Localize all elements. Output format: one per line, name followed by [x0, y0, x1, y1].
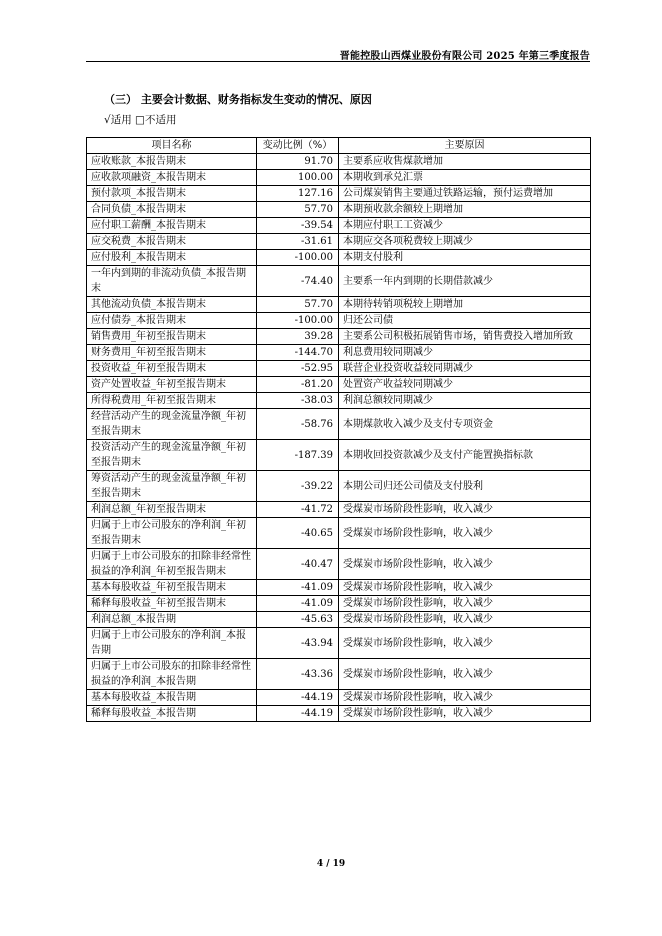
main-reason-cell: 受煤炭市场阶段性影响，收入减少 — [339, 518, 591, 549]
table-row — [87, 154, 591, 170]
item-name-cell: 归属于上市公司股东的净利润_年初至报告期末 — [87, 518, 257, 549]
item-name-cell: 一年内到期的非流动负债_本报告期末 — [87, 266, 257, 297]
main-reason-cell: 本期收回投资款减少及支付产能置换指标款 — [339, 440, 591, 471]
table-row — [87, 706, 591, 722]
change-ratio-cell: -74.40 — [257, 266, 339, 297]
table-row — [87, 409, 591, 440]
change-ratio-cell: 57.70 — [257, 202, 339, 218]
table-row — [87, 596, 591, 612]
change-ratio-cell: 127.16 — [257, 186, 339, 202]
table-row — [87, 518, 591, 549]
main-reason-cell: 受煤炭市场阶段性影响，收入减少 — [339, 690, 591, 706]
main-reason-cell: 主要系公司积极拓展销售市场，销售费投入增加所致 — [339, 329, 591, 345]
report-header: 晋能控股山西煤业股份有限公司 2025 年第三季度报告 — [339, 51, 590, 62]
table-row — [87, 361, 591, 377]
table-row — [87, 170, 591, 186]
item-name-cell: 应收款项融资_本报告期末 — [87, 170, 257, 186]
change-ratio-cell: -100.00 — [257, 313, 339, 329]
table-row — [87, 502, 591, 518]
item-name-cell: 归属于上市公司股东的扣除非经常性损益的净利润_本报告期 — [87, 659, 257, 690]
change-ratio-cell: -40.65 — [257, 518, 339, 549]
item-name-cell: 合同负债_本报告期末 — [87, 202, 257, 218]
item-name-cell: 应付债券_本报告期末 — [87, 313, 257, 329]
main-reason-cell: 处置资产收益较同期减少 — [339, 377, 591, 393]
column-header-item: 项目名称 — [87, 138, 257, 154]
change-ratio-cell: -31.61 — [257, 234, 339, 250]
change-ratio-cell: -43.94 — [257, 628, 339, 659]
main-reason-cell: 本期应交各项税费较上期减少 — [339, 234, 591, 250]
table-row — [87, 471, 591, 502]
item-name-cell: 利润总额_年初至报告期末 — [87, 502, 257, 518]
table-row — [87, 329, 591, 345]
item-name-cell: 其他流动负债_本报告期末 — [87, 297, 257, 313]
table-row — [87, 186, 591, 202]
change-ratio-cell: 91.70 — [257, 154, 339, 170]
main-reason-cell: 受煤炭市场阶段性影响，收入减少 — [339, 580, 591, 596]
table-row — [87, 612, 591, 628]
table-row — [87, 440, 591, 471]
item-name-cell: 财务费用_年初至报告期末 — [87, 345, 257, 361]
table-row — [87, 234, 591, 250]
main-reason-cell: 利润总额较同期减少 — [339, 393, 591, 409]
item-name-cell: 应付职工薪酬_本报告期末 — [87, 218, 257, 234]
main-reason-cell: 受煤炭市场阶段性影响，收入减少 — [339, 659, 591, 690]
main-reason-cell: 本期收到承兑汇票 — [339, 170, 591, 186]
table-row — [87, 580, 591, 596]
table-row — [87, 266, 591, 297]
changes-table — [86, 137, 591, 722]
table-row — [87, 377, 591, 393]
item-name-cell: 归属于上市公司股东的扣除非经常性损益的净利润_年初至报告期末 — [87, 549, 257, 580]
main-reason-cell: 受煤炭市场阶段性影响，收入减少 — [339, 612, 591, 628]
main-reason-cell: 本期支付股利 — [339, 250, 591, 266]
item-name-cell: 所得税费用_年初至报告期末 — [87, 393, 257, 409]
main-reason-cell: 本期待转销项税较上期增加 — [339, 297, 591, 313]
main-reason-cell: 利息费用较同期减少 — [339, 345, 591, 361]
change-ratio-cell: -43.36 — [257, 659, 339, 690]
main-reason-cell: 受煤炭市场阶段性影响，收入减少 — [339, 549, 591, 580]
applicability-checkboxes: √适用 □不适用 — [104, 114, 177, 126]
page-number: 4 / 19 — [316, 859, 346, 869]
item-name-cell: 投资活动产生的现金流量净额_年初至报告期末 — [87, 440, 257, 471]
table-row — [87, 297, 591, 313]
change-ratio-cell: -39.54 — [257, 218, 339, 234]
table-row — [87, 690, 591, 706]
item-name-cell: 资产处置收益_年初至报告期末 — [87, 377, 257, 393]
change-ratio-cell: -41.72 — [257, 502, 339, 518]
change-ratio-cell: -41.09 — [257, 580, 339, 596]
main-reason-cell: 联营企业投资收益较同期减少 — [339, 361, 591, 377]
main-reason-cell: 受煤炭市场阶段性影响，收入减少 — [339, 628, 591, 659]
item-name-cell: 稀释每股收益_本报告期 — [87, 706, 257, 722]
table-body — [87, 154, 591, 722]
change-ratio-cell: -44.19 — [257, 690, 339, 706]
item-name-cell: 应收账款_本报告期末 — [87, 154, 257, 170]
item-name-cell: 归属于上市公司股东的净利润_本报告期 — [87, 628, 257, 659]
column-header-reason: 主要原因 — [339, 138, 591, 154]
table-row — [87, 628, 591, 659]
change-ratio-cell: -81.20 — [257, 377, 339, 393]
change-ratio-cell: -38.03 — [257, 393, 339, 409]
table-row — [87, 218, 591, 234]
main-reason-cell: 主要系一年内到期的长期借款减少 — [339, 266, 591, 297]
item-name-cell: 基本每股收益_本报告期 — [87, 690, 257, 706]
main-reason-cell: 本期公司归还公司债及支付股利 — [339, 471, 591, 502]
main-reason-cell: 归还公司债 — [339, 313, 591, 329]
table-row — [87, 345, 591, 361]
change-ratio-cell: -58.76 — [257, 409, 339, 440]
change-ratio-cell: -52.95 — [257, 361, 339, 377]
change-ratio-cell: 100.00 — [257, 170, 339, 186]
item-name-cell: 销售费用_年初至报告期末 — [87, 329, 257, 345]
table-header-row — [87, 138, 591, 154]
main-reason-cell: 本期应付职工工资减少 — [339, 218, 591, 234]
change-ratio-cell: -41.09 — [257, 596, 339, 612]
item-name-cell: 投资收益_年初至报告期末 — [87, 361, 257, 377]
main-reason-cell: 受煤炭市场阶段性影响，收入减少 — [339, 502, 591, 518]
item-name-cell: 经营活动产生的现金流量净额_年初至报告期末 — [87, 409, 257, 440]
column-header-ratio: 变动比例（%） — [257, 138, 339, 154]
change-ratio-cell: -44.19 — [257, 706, 339, 722]
change-ratio-cell: -39.22 — [257, 471, 339, 502]
table-row — [87, 202, 591, 218]
change-ratio-cell: -100.00 — [257, 250, 339, 266]
main-reason-cell: 受煤炭市场阶段性影响，收入减少 — [339, 596, 591, 612]
item-name-cell: 基本每股收益_年初至报告期末 — [87, 580, 257, 596]
table-row — [87, 659, 591, 690]
table-row — [87, 313, 591, 329]
main-reason-cell: 主要系应收售煤款增加 — [339, 154, 591, 170]
main-reason-cell: 本期煤款收入减少及支付专项资金 — [339, 409, 591, 440]
change-ratio-cell: 57.70 — [257, 297, 339, 313]
item-name-cell: 应交税费_本报告期末 — [87, 234, 257, 250]
change-ratio-cell: -144.70 — [257, 345, 339, 361]
table-row — [87, 393, 591, 409]
change-ratio-cell: -45.63 — [257, 612, 339, 628]
item-name-cell: 利润总额_本报告期 — [87, 612, 257, 628]
table-row — [87, 250, 591, 266]
change-ratio-cell: -40.47 — [257, 549, 339, 580]
change-ratio-cell: -187.39 — [257, 440, 339, 471]
change-ratio-cell: 39.28 — [257, 329, 339, 345]
table-row — [87, 549, 591, 580]
item-name-cell: 筹资活动产生的现金流量净额_年初至报告期末 — [87, 471, 257, 502]
header-divider — [86, 61, 590, 62]
main-reason-cell: 本期预收款余额较上期增加 — [339, 202, 591, 218]
item-name-cell: 应付股利_本报告期末 — [87, 250, 257, 266]
item-name-cell: 稀释每股收益_年初至报告期末 — [87, 596, 257, 612]
section-title: （三） 主要会计数据、财务指标发生变动的情况、原因 — [104, 93, 372, 106]
main-reason-cell: 公司煤炭销售主要通过铁路运输，预付运费增加 — [339, 186, 591, 202]
item-name-cell: 预付款项_本报告期末 — [87, 186, 257, 202]
main-reason-cell: 受煤炭市场阶段性影响，收入减少 — [339, 706, 591, 722]
